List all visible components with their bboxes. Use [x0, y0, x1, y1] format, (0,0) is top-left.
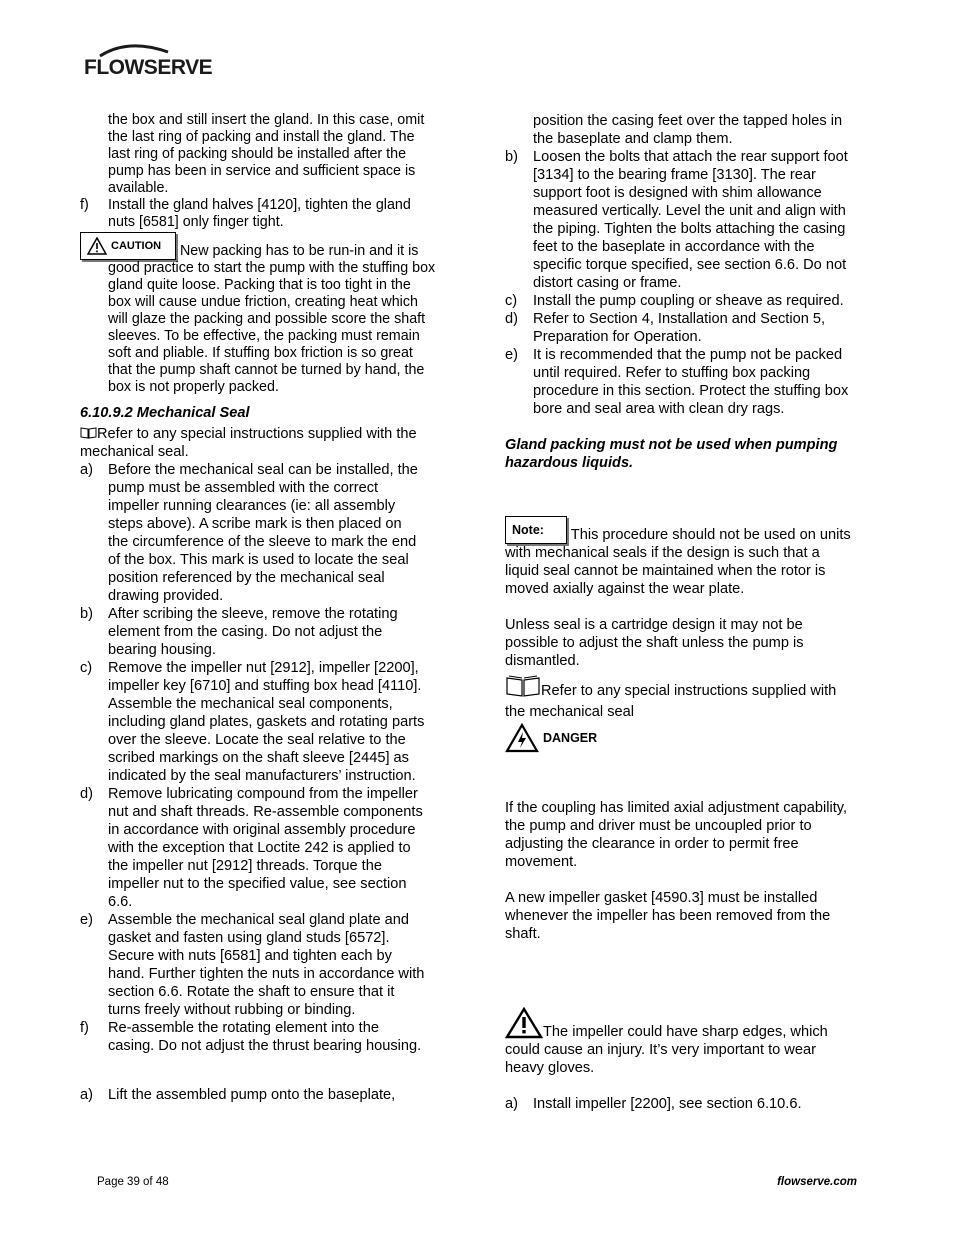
install-steps-list: [505, 148, 877, 418]
logo-text: FLOWSERVE: [84, 56, 213, 79]
cartridge-paragraph: Unless seal is a cartridge design it may not be possible to adjust the shaft unless the pump is dismantled.: [505, 617, 804, 669]
list-item: a) Before the mechanical seal can be installed, the pump must be assembled with the correct impeller running clearances (ie: all assembly steps above). A scribe mark is then placed on the circumference of the sleeve to mark the end of the box. This mark is used to locate the seal position referenced by the mechanical seal drawing provided.: [80, 462, 418, 604]
electric-hazard-icon: [505, 723, 539, 753]
page-number: Page 39 of 48: [97, 1176, 169, 1188]
list-item-lift-pump: a) Lift the assembled pump onto the baseplate,: [80, 1087, 396, 1103]
right-column: [505, 112, 877, 1113]
refer-paragraph: Refer to any special instructions supplied with the mechanical seal.: [80, 426, 417, 460]
continued-item: position the casing feet over the tapped holes in the baseplate and clamp them.: [533, 113, 843, 147]
caution-notice: CAUTION New packing has to be run-in and it is good practice to start the pump with the stuffing box gland quite loose. Packing that is too tight in the box will cause undue friction, creating heat which will glaze the packing and possible score the shaft sleeves. To be effective, the packing must remain soft and pliable. If stuffing box friction is so great that the pump shaft cannot be turned by hand, the box is not properly packed.: [80, 232, 452, 396]
note-paragraph: Note: This procedure should not be used on units with mechanical seals if the design is such that a liquid seal cannot be maintained when the rotor is moved axially against the wear plate.: [505, 516, 877, 598]
list-item: e) Assemble the mechanical seal gland plate and gasket and fasten using gland studs [6572]. Secure with nuts [6581] and tighten each by hand. Further tighten the nuts in accordance with section 6.6. Rotate the shaft to ensure that it turns freely without rubbing or binding.: [80, 912, 425, 1018]
flowserve-logo: [84, 56, 212, 80]
seal-steps-list: [80, 461, 452, 1055]
list-item-f-gland: f) Install the gland halves [4120], tighten the gland nuts [6581] only finger tight.: [80, 197, 411, 230]
gasket-paragraph: A new impeller gasket [4590.3] must be installed whenever the impeller has been removed from the shaft.: [505, 890, 831, 942]
list-item: c) Remove the impeller nut [2912], impeller [2200], impeller key [6710] and stuffing box head [4110]. Assemble the mechanical seal components, including gland plates, gaskets and rotating parts over the sleeve. Locate the seal relative to the scribed markings on the shaft sleeve [2445] as indicated by the seal manufacturers’ instruction.: [80, 660, 425, 784]
refer-paragraph: Refer to any special instructions supplied with the mechanical seal: [505, 674, 877, 721]
list-item: d) Remove lubricating compound from the impeller nut and shaft threads. Re-assemble components in accordance with original assembly procedure with the exception that Loctite 242 is applied to the impeller nut [2912] threads. Torque the impeller nut to the specified value, see section 6.6.: [80, 786, 423, 910]
hazard-warning: Gland packing must not be used when pumping hazardous liquids.: [505, 437, 838, 471]
intro-paragraph: the box and still insert the gland. In this case, omit the last ring of packing and install the gland. The last ring of packing should be installed after the pump has been in service and sufficient space is available.: [108, 112, 425, 196]
list-item: f) Re-assemble the rotating element into the casing. Do not adjust the thrust bearing housing.: [80, 1020, 422, 1054]
warning-triangle-icon: [87, 237, 107, 255]
sharp-edges-warning: The impeller could have sharp edges, which could cause an injury. It’s very important to wear heavy gloves.: [505, 1007, 877, 1077]
list-item: e) It is recommended that the pump not be packed until required. Refer to stuffing box packing procedure in this section. Protect the stuffing box bore and seal area with clean dry rags.: [505, 347, 849, 417]
danger-notice: DANGER: [505, 723, 597, 753]
book-icon: [80, 426, 97, 439]
footer-site: flowserve.com: [777, 1176, 857, 1188]
note-badge: Note:: [505, 516, 567, 544]
list-item-install-impeller: a) Install impeller [2200], see section 6.10.6.: [505, 1096, 802, 1112]
section-heading: 6.10.9.2 Mechanical Seal: [80, 405, 250, 421]
list-item: b) After scribing the sleeve, remove the rotating element from the casing. Do not adjust the bearing housing.: [80, 606, 398, 658]
list-item: d) Refer to Section 4, Installation and Section 5, Preparation for Operation.: [505, 311, 826, 345]
list-item: b) Loosen the bolts that attach the rear support foot [3134] to the bearing frame [3130]. The rear support foot is designed with shim allowance measured vertically. Level the unit and align with the piping. Tighten the bolts attaching the casing feet to the baseplate in accordance with the specific torque specified, see section 6.6. Do not distort casing or frame.: [505, 149, 848, 291]
warning-triangle-icon: [505, 1007, 543, 1039]
left-column: [80, 112, 452, 1104]
book-icon: [505, 674, 541, 698]
coupling-paragraph: If the coupling has limited axial adjustment capability, the pump and driver must be uncoupled prior to adjusting the clearance in order to permit free movement.: [505, 800, 848, 870]
caution-badge: CAUTION: [80, 232, 176, 260]
list-item: c) Install the pump coupling or sheave as required.: [505, 293, 844, 309]
